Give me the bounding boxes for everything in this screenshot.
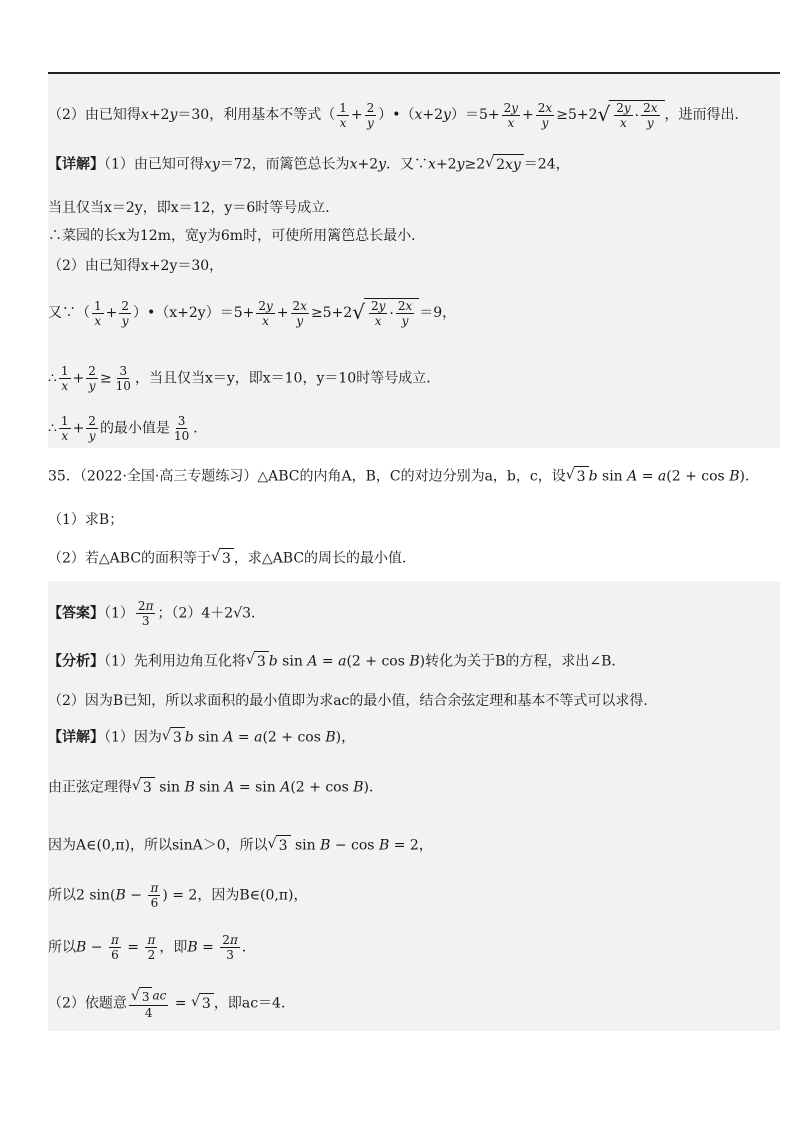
- detail-line-4: 所以2 sin(B − $\frac{\pi}{6}$ ) = 2，因为B∈(0,π)，: [48, 881, 308, 910]
- detail-line-2: 当且仅当x＝2y，即x＝12，y＝6时等号成立．: [48, 200, 340, 216]
- detail-line-7: ∴ $\frac{1}{x}$ + $\frac{2}{y}$ 的最小值是 $\frac{3}{10}$ ．: [48, 414, 208, 443]
- solution-block-34: [48, 74, 780, 448]
- detail-line-6: （2）依题意 √ 3 ac 4 = √ 3 ，即ac＝4．: [48, 988, 295, 1020]
- detail-line-2: 由正弦定理得 √ 3 sin B sin A = sin A(2 + cos B)．: [48, 778, 384, 796]
- detail-line-3: 因为A∈(0,π)，所以sinA＞0，所以 √ 3 sin B − cos B = 2，: [48, 836, 433, 854]
- analysis-line-2: （2）由已知得x+2y＝30，利用基本不等式（ $\frac{1}{x}$ + $\frac{2}{y}$ ）•（x+2y）＝5+ $\frac{2y}{x}$ + $\frac{2x}{y}$ ≥5+2 √ $\frac{2y}{x}$ · $\frac{2x}{y}$ ，进而得出．: [48, 100, 749, 130]
- answer-line: 【答案】（1） $\frac{2\pi}{3}$ ；（2）4＋2√3．: [48, 599, 266, 628]
- detail-line-5: 又∵（ $\frac{1}{x}$ + $\frac{2}{y}$ ）•（x+2y）＝5+ $\frac{2y}{x}$ + $\frac{2x}{y}$ ≥5+2 √ $\frac{2y}{x}$ · $\frac{2x}{y}$ ＝9，: [48, 298, 457, 328]
- analysis-line-1: 【分析】（1）先利用边角互化将 √ 3 b sin A = a(2 + cos B)转化为关于B的方程，求出∠B．: [48, 652, 626, 670]
- detail-line-5: 所以B − $\frac{\pi}{6}$ = $\frac{\pi}{2}$ ，即B = $\frac{2\pi}{3}$ ．: [48, 933, 256, 962]
- detail-line-3: ∴菜园的长x为12m，宽y为6m时，可使所用篱笆总长最小．: [48, 228, 426, 244]
- detail-line-6: ∴ $\frac{1}{x}$ + $\frac{2}{y}$ ≥ $\frac{3}{10}$ ，当且仅当x＝y，即x＝10，y＝10时等号成立．: [48, 364, 441, 393]
- question-35-part1: （1）求B；: [48, 512, 124, 528]
- detail-line-1: 【详解】（1）因为 √ 3 b sin A = a(2 + cos B)，: [48, 728, 356, 746]
- detail-line-4: （2）由已知得x+2y＝30，: [48, 258, 224, 274]
- question-35-stem: 35．（2022·全国·高三专题练习）△ABC的内角A，B，C的对边分别为a，b，c，设 √ 3 b sin A = a(2 + cos B)．: [48, 467, 759, 485]
- analysis-line-2: （2）因为B已知，所以求面积的最小值即为求ac的最小值，结合余弦定理和基本不等式可以求得．: [48, 693, 658, 709]
- question-35-part2: （2）若△ABC的面积等于 √ 3 ，求△ABC的周长的最小值．: [48, 549, 417, 567]
- detail-line-1: 【详解】（1）由已知可得xy＝72，而篱笆总长为x+2y．又∵x+2y≥2 √ 2 xy ＝24，: [48, 155, 570, 173]
- solution-block-35: [48, 581, 780, 1031]
